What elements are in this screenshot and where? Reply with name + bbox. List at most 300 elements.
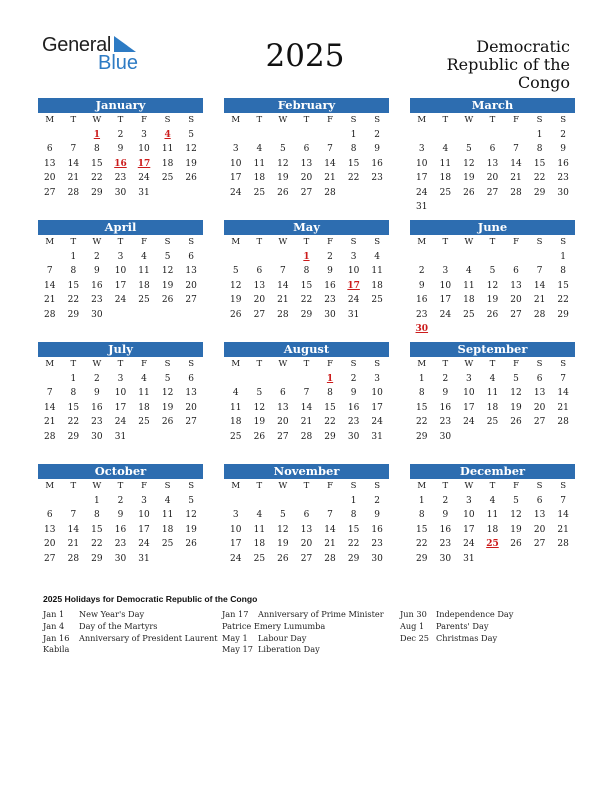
day-cell: 10: [463, 388, 475, 398]
day-cell: 7: [70, 144, 77, 154]
day-cell: 20: [44, 173, 56, 183]
day-cell: 3: [141, 495, 147, 506]
day-cell: 16: [439, 524, 452, 535]
day-cell: 20: [277, 417, 289, 427]
year-title: 2025: [265, 38, 345, 74]
holiday-day-cell: 1: [303, 251, 310, 262]
day-cell: 9: [327, 266, 333, 276]
day-cell: 30: [371, 553, 383, 564]
empty-cell: [248, 250, 272, 265]
day-cell: 7: [327, 144, 333, 154]
weekday-label: M: [417, 237, 427, 247]
day-cell: 17: [114, 402, 127, 413]
day-cell: 13: [533, 510, 546, 520]
holiday-entry: [222, 644, 384, 656]
weekday-label: F: [141, 237, 147, 247]
day-cell: 11: [371, 266, 383, 276]
day-cell: 28: [67, 187, 80, 198]
holiday-date: May 1: [222, 632, 248, 643]
empty-cell: [38, 250, 62, 265]
empty-cell: [224, 128, 248, 143]
day-cell: 8: [327, 388, 333, 398]
weekday-label: F: [327, 237, 333, 247]
day-cell: 12: [185, 144, 197, 154]
weekday-label: S: [164, 237, 171, 247]
day-cell: 13: [44, 158, 56, 169]
day-cell: 4: [374, 251, 381, 262]
weekday-label: F: [327, 359, 333, 369]
day-cell: 21: [324, 539, 336, 549]
day-cell: 5: [188, 495, 195, 506]
weekday-label: M: [417, 115, 427, 125]
day-cell: 13: [185, 388, 197, 398]
month-days-grid: [224, 357, 389, 444]
day-cell: 23: [324, 295, 336, 305]
day-cell: 11: [486, 388, 499, 398]
holiday-entry: [400, 633, 513, 645]
day-cell: 8: [536, 144, 543, 154]
day-cell: 2: [442, 373, 449, 384]
empty-cell: [38, 372, 62, 387]
day-cell: 24: [114, 295, 127, 305]
day-cell: 3: [117, 251, 124, 262]
day-cell: 27: [486, 187, 499, 198]
month-days-grid: [224, 235, 389, 322]
holidays-column: [43, 609, 218, 656]
day-cell: 13: [510, 280, 522, 291]
day-cell: 5: [513, 373, 519, 384]
day-cell: 21: [300, 417, 313, 427]
day-cell: 4: [466, 266, 472, 276]
day-cell: 18: [253, 539, 266, 549]
day-cell: 4: [164, 495, 171, 506]
day-cell: 28: [277, 309, 289, 320]
day-cell: 12: [161, 266, 174, 276]
month-days-grid: [410, 235, 575, 337]
holiday-name: Liberation Day: [258, 644, 320, 655]
day-cell: 23: [114, 173, 127, 183]
weekday-label: T: [256, 115, 263, 125]
logo-word-general: General: [42, 34, 112, 56]
weekday-label: W: [464, 481, 474, 491]
month-september: [410, 342, 575, 444]
day-cell: 16: [91, 280, 103, 291]
day-cell: 15: [347, 524, 360, 535]
weekday-label: F: [141, 481, 147, 491]
day-cell: 8: [350, 510, 357, 520]
day-cell: 2: [374, 129, 381, 140]
day-cell: 9: [117, 144, 124, 154]
day-cell: 7: [560, 495, 567, 506]
empty-cell: [248, 128, 272, 143]
empty-cell: [271, 128, 295, 143]
day-cell: 14: [557, 510, 569, 520]
day-cell: 21: [44, 417, 56, 427]
day-cell: 9: [374, 510, 381, 520]
day-cell: 4: [141, 373, 147, 384]
empty-cell: [410, 128, 434, 143]
empty-cell: [295, 128, 319, 143]
day-cell: 16: [114, 524, 127, 535]
day-cell: 10: [230, 524, 242, 535]
day-cell: 3: [374, 373, 381, 384]
day-cell: 21: [510, 173, 522, 183]
day-cell: 21: [67, 539, 80, 549]
day-cell: 17: [230, 173, 242, 183]
day-cell: 25: [486, 417, 499, 427]
day-cell: 21: [44, 295, 56, 305]
day-cell: 19: [277, 173, 289, 183]
day-cell: 6: [489, 144, 496, 154]
day-cell: 31: [138, 553, 150, 564]
day-cell: 2: [442, 495, 449, 506]
day-cell: 16: [371, 158, 383, 169]
weekday-label: S: [164, 481, 171, 491]
month-december: [410, 464, 575, 566]
day-cell: 21: [324, 173, 336, 183]
day-cell: 24: [138, 173, 150, 183]
weekday-label: M: [231, 359, 241, 369]
day-cell: 29: [300, 309, 313, 320]
day-cell: 29: [347, 553, 360, 564]
month-header: January: [38, 98, 203, 113]
day-cell: 15: [91, 524, 103, 535]
day-cell: 11: [138, 388, 150, 398]
day-cell: 18: [486, 524, 499, 535]
holiday-entry: [222, 609, 384, 621]
day-cell: 10: [463, 510, 475, 520]
day-cell: 20: [185, 402, 197, 413]
holiday-entry: [43, 609, 218, 621]
day-cell: 2: [418, 266, 425, 276]
day-cell: 20: [44, 539, 56, 549]
day-cell: 5: [188, 129, 195, 140]
weekday-label: S: [536, 481, 543, 491]
day-cell: 17: [371, 402, 383, 413]
day-cell: 20: [185, 280, 197, 291]
month-april: [38, 220, 203, 322]
weekday-label: T: [70, 481, 77, 491]
day-cell: 25: [463, 309, 475, 320]
day-cell: 1: [70, 373, 77, 384]
day-cell: 1: [418, 373, 425, 384]
day-cell: 9: [560, 144, 567, 154]
day-cell: 29: [67, 309, 80, 320]
weekday-label: S: [374, 115, 381, 125]
day-cell: 25: [161, 539, 174, 549]
day-cell: 3: [232, 144, 239, 154]
holiday-date: Jun 30: [400, 609, 427, 619]
day-cell: 22: [347, 539, 360, 549]
empty-cell: [248, 494, 272, 509]
day-cell: 5: [164, 251, 171, 262]
month-february: [224, 98, 389, 200]
day-cell: 2: [327, 251, 333, 262]
day-cell: 23: [557, 173, 569, 183]
day-cell: 18: [486, 402, 499, 413]
day-cell: 24: [230, 553, 242, 564]
day-cell: 26: [230, 309, 242, 320]
empty-cell: [295, 494, 319, 509]
day-cell: 14: [557, 388, 569, 398]
weekday-label: F: [513, 237, 519, 247]
day-cell: 29: [557, 309, 569, 320]
day-cell: 28: [557, 539, 569, 549]
weekday-label: W: [278, 359, 288, 369]
day-cell: 27: [533, 417, 546, 427]
day-cell: 19: [510, 402, 522, 413]
day-cell: 8: [70, 388, 77, 398]
day-cell: 20: [533, 402, 546, 413]
day-cell: 9: [94, 266, 100, 276]
day-cell: 24: [347, 295, 360, 305]
day-cell: 20: [300, 539, 313, 549]
holiday-entry: [43, 633, 218, 645]
day-cell: 19: [161, 280, 174, 291]
day-cell: 22: [300, 295, 313, 305]
day-cell: 30: [91, 309, 103, 320]
day-cell: 11: [253, 158, 266, 169]
day-cell: 28: [533, 309, 546, 320]
empty-cell: [481, 128, 505, 143]
day-cell: 22: [67, 295, 80, 305]
day-cell: 18: [138, 280, 150, 291]
empty-cell: [62, 494, 86, 509]
empty-cell: [62, 128, 86, 143]
holiday-day-cell: 25: [486, 539, 499, 549]
day-cell: 29: [67, 431, 80, 442]
day-cell: 11: [230, 402, 242, 413]
day-cell: 10: [347, 266, 360, 276]
holiday-name: Day of the Martyrs: [79, 620, 158, 631]
day-cell: 4: [489, 495, 496, 506]
day-cell: 8: [418, 510, 425, 520]
day-cell: 11: [253, 524, 266, 535]
holiday-name: Anniversary of Prime Minister: [258, 609, 384, 619]
day-cell: 12: [510, 510, 522, 520]
holiday-entry: [222, 621, 384, 633]
day-cell: 30: [439, 553, 452, 564]
day-cell: 22: [91, 173, 103, 183]
holiday-day-cell: 30: [415, 324, 429, 334]
day-cell: 14: [300, 402, 313, 413]
month-days-grid: [410, 357, 575, 444]
day-cell: 28: [300, 431, 313, 442]
day-cell: 18: [463, 295, 475, 305]
day-cell: 30: [557, 187, 569, 198]
day-cell: 2: [94, 251, 100, 262]
weekday-label: T: [489, 237, 496, 247]
empty-cell: [528, 250, 552, 265]
day-cell: 21: [557, 524, 569, 535]
weekday-label: T: [256, 359, 263, 369]
holiday-name: Independence Day: [436, 609, 514, 619]
day-cell: 27: [300, 553, 313, 564]
day-cell: 20: [533, 524, 546, 535]
weekday-label: S: [560, 237, 567, 247]
day-cell: 26: [185, 173, 197, 183]
day-cell: 23: [371, 173, 383, 183]
day-cell: 6: [188, 251, 195, 262]
day-cell: 7: [46, 266, 53, 276]
weekday-label: S: [560, 481, 567, 491]
day-cell: 25: [439, 187, 452, 198]
holiday-date: Aug 1: [400, 620, 425, 631]
month-header: June: [410, 220, 575, 235]
holiday-entry: [400, 609, 513, 621]
month-header: April: [38, 220, 203, 235]
holiday-day-cell: 1: [326, 373, 334, 384]
month-january: [38, 98, 203, 200]
month-july: [38, 342, 203, 444]
holiday-day-cell: 17: [137, 158, 151, 169]
month-november: [224, 464, 389, 566]
day-cell: 5: [232, 266, 239, 276]
day-cell: 22: [533, 173, 546, 183]
day-cell: 11: [138, 266, 150, 276]
weekday-label: S: [350, 237, 357, 247]
day-cell: 5: [280, 144, 286, 154]
weekday-label: W: [278, 115, 288, 125]
day-cell: 10: [230, 158, 242, 169]
day-cell: 3: [141, 129, 147, 140]
day-cell: 1: [536, 129, 543, 140]
day-cell: 18: [371, 280, 383, 291]
empty-cell: [248, 372, 272, 387]
weekday-label: T: [70, 359, 77, 369]
day-cell: 28: [324, 553, 336, 564]
country-line-1: Democratic: [476, 37, 570, 56]
weekday-label: S: [374, 359, 381, 369]
day-cell: 10: [416, 158, 428, 169]
day-cell: 29: [416, 553, 428, 564]
logo-flag-icon: [114, 36, 136, 52]
day-cell: 7: [303, 388, 310, 398]
day-cell: 7: [536, 266, 543, 276]
day-cell: 16: [347, 402, 360, 413]
day-cell: 8: [560, 266, 567, 276]
day-cell: 29: [91, 187, 103, 198]
day-cell: 13: [486, 158, 499, 169]
weekday-label: T: [442, 359, 449, 369]
day-cell: 12: [277, 158, 289, 169]
day-cell: 15: [347, 158, 360, 169]
day-cell: 17: [114, 280, 127, 291]
day-cell: 2: [94, 373, 100, 384]
day-cell: 26: [277, 553, 289, 564]
day-cell: 22: [416, 539, 428, 549]
day-cell: 17: [463, 524, 475, 535]
day-cell: 9: [418, 280, 425, 291]
weekday-label: T: [117, 359, 124, 369]
day-cell: 13: [300, 524, 313, 535]
day-cell: 14: [277, 280, 289, 291]
day-cell: 30: [324, 309, 336, 320]
empty-cell: [457, 250, 481, 265]
day-cell: 5: [280, 510, 286, 520]
month-days-grid: [410, 479, 575, 566]
holiday-date: Jan 17: [222, 609, 249, 619]
weekday-label: M: [45, 115, 55, 125]
day-cell: 11: [161, 510, 174, 520]
day-cell: 7: [280, 266, 286, 276]
day-cell: 9: [350, 388, 357, 398]
day-cell: 1: [70, 251, 77, 262]
month-header: August: [224, 342, 389, 357]
empty-cell: [224, 494, 248, 509]
day-cell: 1: [418, 495, 425, 506]
empty-cell: [271, 372, 295, 387]
weekday-label: F: [513, 481, 519, 491]
day-cell: 8: [70, 266, 77, 276]
day-cell: 7: [46, 388, 53, 398]
day-cell: 10: [114, 388, 127, 398]
day-cell: 26: [185, 539, 197, 549]
weekday-label: F: [141, 115, 147, 125]
day-cell: 5: [466, 144, 472, 154]
weekday-label: S: [374, 481, 381, 491]
day-cell: 13: [277, 402, 289, 413]
day-cell: 8: [350, 144, 357, 154]
day-cell: 31: [138, 187, 150, 198]
logo-word-blue: Blue: [98, 52, 139, 74]
day-cell: 9: [374, 144, 381, 154]
day-cell: 4: [256, 144, 263, 154]
empty-cell: [38, 494, 62, 509]
month-days-grid: [38, 113, 203, 200]
weekday-label: S: [536, 115, 543, 125]
day-cell: 1: [560, 251, 567, 262]
day-cell: 28: [510, 187, 522, 198]
day-cell: 14: [44, 280, 56, 291]
day-cell: 17: [463, 402, 475, 413]
day-cell: 23: [439, 539, 452, 549]
day-cell: 31: [347, 309, 360, 320]
day-cell: 24: [416, 187, 428, 198]
day-cell: 11: [161, 144, 174, 154]
day-cell: 8: [303, 266, 310, 276]
day-cell: 31: [416, 202, 428, 212]
day-cell: 25: [371, 295, 383, 305]
day-cell: 17: [230, 539, 242, 549]
empty-cell: [224, 250, 248, 265]
day-cell: 25: [138, 295, 150, 305]
weekday-label: T: [442, 237, 449, 247]
day-cell: 15: [416, 402, 428, 413]
weekday-label: M: [45, 481, 55, 491]
holiday-day-cell: 17: [347, 280, 360, 291]
holidays-column: [400, 609, 513, 644]
day-cell: 12: [277, 524, 289, 535]
weekday-label: T: [489, 359, 496, 369]
day-cell: 25: [138, 417, 150, 427]
holiday-entry: [43, 621, 218, 633]
holiday-date: Jan 4: [43, 620, 65, 631]
day-cell: 15: [91, 158, 103, 169]
day-cell: 29: [533, 187, 546, 198]
day-cell: 22: [324, 417, 336, 427]
day-cell: 4: [442, 144, 449, 154]
empty-cell: [457, 128, 481, 143]
day-cell: 21: [533, 295, 546, 305]
weekday-label: T: [303, 359, 310, 369]
day-cell: 19: [185, 158, 197, 169]
month-header: October: [38, 464, 203, 479]
day-cell: 6: [188, 373, 195, 384]
month-days-grid: [38, 357, 203, 444]
empty-cell: [295, 372, 319, 387]
day-cell: 3: [442, 266, 449, 276]
